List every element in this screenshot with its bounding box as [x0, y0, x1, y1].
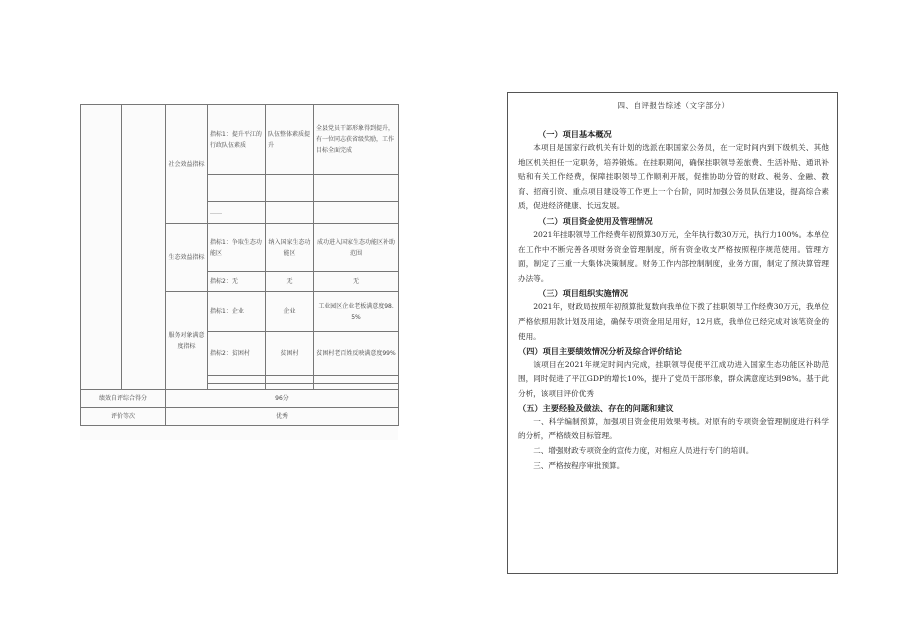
grade-value-cell: 优秀: [166, 408, 399, 426]
category-cell-social: 社会效益指标: [166, 105, 208, 224]
indicator-target-cell: 纳入国家生态功能区: [266, 224, 314, 272]
indicator-target-cell: 贫困村: [266, 332, 314, 376]
section-5-item-2: 二、增强财政专项资金的宣传力度，对相应人员进行专门的培训。: [533, 445, 754, 455]
section-heading-3: （三）项目组织实施情况: [538, 288, 629, 299]
indicator-actual-cell: 全县党员干部形象得到提升，有一位同志获省级奖励，工作目标全面完成: [314, 105, 399, 175]
outer-blank-cell: [122, 105, 166, 390]
section-5-item-3: 三、严格按程序审批预算。: [533, 460, 625, 470]
section-1-paragraph: 本项目是国家行政机关有计划的选派在职国家公务员，在一定时间内到下级机关、其他地区机关担任一定职务，培养锻炼。在挂职期间，确保挂职领导差旅费、生活补贴、通讯补贴和有关工作经费，保障挂职领导工作顺利开展，促推协助分管的财政、税务、金融、教育、招商引资、重点项目建设等工作更上一个台阶，同时加强公务员队伍建设，提高综合素质，促进经济健康、长远发展。: [518, 143, 829, 211]
indicator-target-cell: 企业: [266, 292, 314, 332]
indicator-name-cell: 指标1：企业: [208, 292, 266, 332]
section-3-paragraph: 2021年，财政局按照年初预算批复数向我单位下拨了挂职领导工作经费30万元，我单位严格依照用款计划及用途，确保专项资金用足用好，12月底，我单位已经完成对该笔资金的使用。: [518, 302, 829, 341]
score-label-cell: 绩效自评综合得分: [81, 390, 166, 408]
indicator-actual-cell: 无: [314, 272, 399, 292]
empty-cell: [208, 175, 266, 202]
empty-cell: [266, 175, 314, 202]
table-row: [81, 408, 399, 426]
indicator-actual-cell: 贫困村老百姓反映满意度99%: [314, 332, 399, 376]
section-heading-4: （四）项目主要绩效情况分析及综合评价结论: [518, 346, 682, 357]
self-evaluation-report-page: [507, 92, 838, 574]
indicator-name-cell: 指标1：争取生态功能区: [208, 224, 266, 272]
section-4-paragraph: 该项目在2021年规定时间内完成，挂职领导促使平江成功进入国家生态功能区补助范围，同时促进了平江GDP的增长10%，提升了党员干部形象，群众满意度达到98%。基于此分析，该项目评价优秀: [518, 360, 829, 398]
category-cell-satisfaction: 服务对象满意度指标: [166, 292, 208, 390]
evaluation-table: [80, 104, 399, 426]
indicator-name-cell: 指标1：提升平江的行政队伍素质: [208, 105, 266, 175]
section-heading-2: （二）项目资金使用及管理情况: [538, 215, 653, 226]
table-row: [81, 390, 399, 408]
indicator-target-cell: 队伍整体素质提升: [266, 105, 314, 175]
score-value-cell: 96分: [166, 390, 399, 408]
empty-cell: [266, 376, 314, 384]
grade-label-cell: 评价等次: [81, 408, 166, 426]
empty-cell: [208, 376, 266, 384]
category-cell-eco: 生态效益指标: [166, 224, 208, 292]
empty-cell: [314, 202, 399, 224]
indicator-name-cell: 指标2：无: [208, 272, 266, 292]
empty-cell: [266, 202, 314, 224]
evaluation-table-page: [80, 104, 398, 440]
indicator-actual-cell: 成功进入国家生态功能区补助范围: [314, 224, 399, 272]
empty-cell: [314, 376, 399, 384]
section-5-item-1: 一、科学编制预算，加强项目资金使用效果考核。对原有的专项资金管理制度进行科学的分析，严格绩效目标管理。: [518, 416, 829, 441]
outer-blank-cell: [81, 105, 122, 390]
table-row: [81, 105, 399, 175]
indicator-target-cell: 无: [266, 272, 314, 292]
report-title: 四、自评报告综述（文字部分）: [617, 101, 730, 110]
section-heading-5: （五）主要经验及做法、存在的问题和建议: [518, 402, 674, 413]
section-2-paragraph: 2021年挂职领导工作经费年初预算30万元，全年执行数30万元，执行力100%。本单位在工作中不断完善各项财务资金管理制度，所有资金收支严格按照程序规范使用。管理方面，制定了三重一大集体决策制度。财务工作内部控制制度，业务方面，制定了预决算管理办法等。: [518, 229, 829, 283]
indicator-actual-cell: 工业园区企业老板满意度98.5%: [314, 292, 399, 332]
empty-cell: [314, 175, 399, 202]
indicator-name-cell: 指标2：贫困村: [208, 332, 266, 376]
section-heading-1: （一）项目基本概况: [538, 129, 612, 139]
ellipsis-cell: ……: [208, 202, 266, 224]
